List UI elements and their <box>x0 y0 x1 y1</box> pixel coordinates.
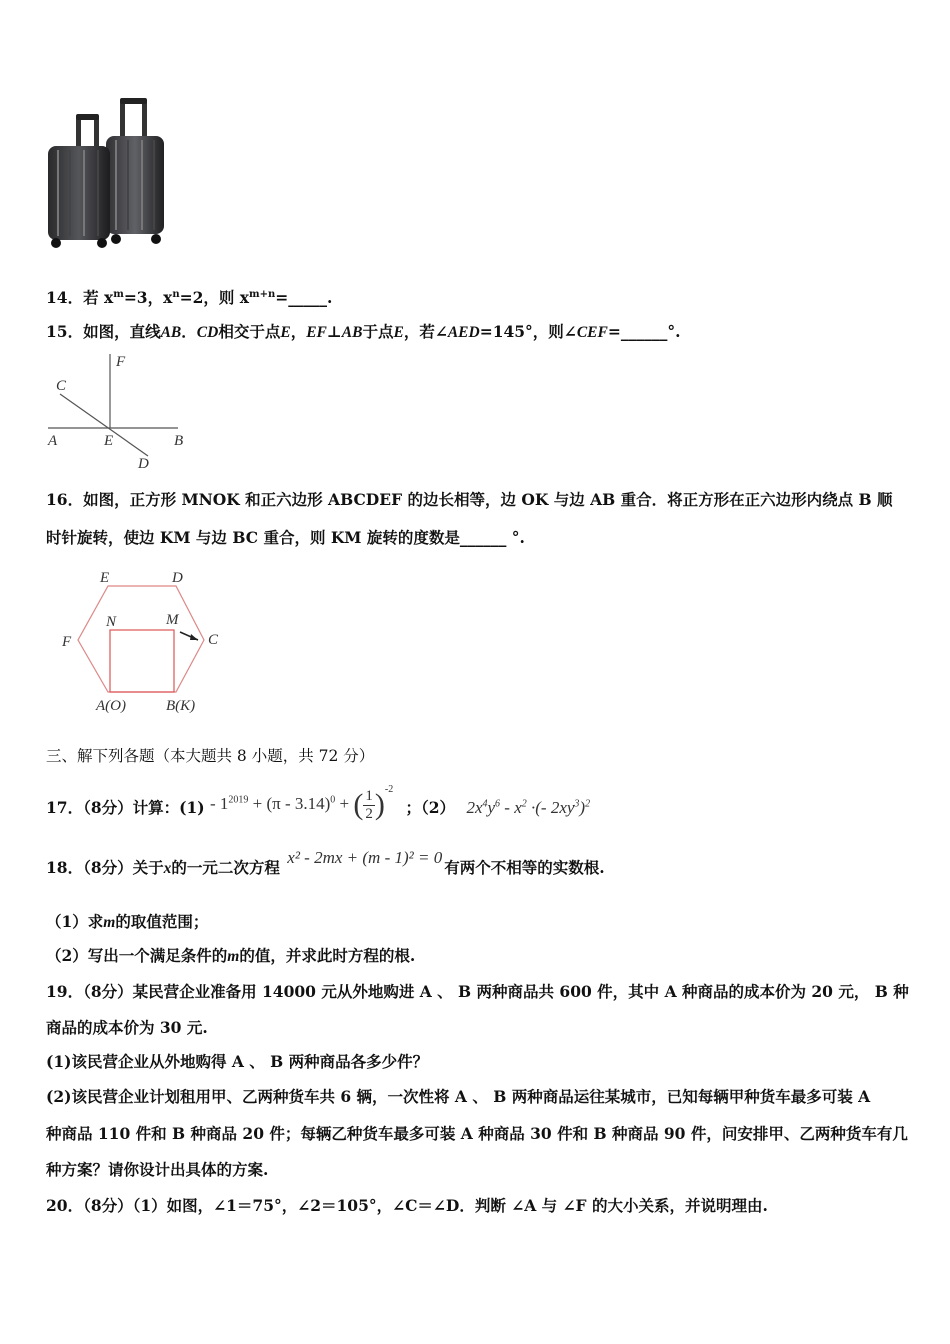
separator: ；（2） <box>405 797 456 817</box>
exponent: 2019 <box>228 794 249 806</box>
math-term: y <box>487 797 496 817</box>
exponent: 2 <box>521 798 527 810</box>
math-term: + (π - 3.14) <box>248 793 331 813</box>
variable: m <box>103 914 116 931</box>
expression-2 <box>466 798 590 817</box>
math-term: - x <box>500 797 522 817</box>
fraction <box>363 788 375 822</box>
question-19-part-2-line1: (2)该民营企业计划租用甲、乙两种货车共 6 辆，一次性将 A 、 B 两种商品运往某城市，已知每辆甲种货车最多可装 A <box>46 1087 871 1106</box>
question-18-part-1 <box>46 910 208 932</box>
exponent: m+n <box>249 288 276 300</box>
question-number: 18．（8分）关于 <box>46 858 164 877</box>
text: 相交于点 <box>218 322 281 341</box>
label-m: M <box>166 612 179 628</box>
question-19-part-2-line3: 种方案？请你设计出具体的方案. <box>46 1160 269 1179</box>
text: 的值，并求此时方程的根. <box>239 946 416 965</box>
text: =145°，则∠ <box>479 322 577 341</box>
fraction-paren: ( <box>353 788 364 821</box>
equation: x² - 2mx + (m - 1)² = 0 <box>287 848 443 867</box>
exponent: 0 <box>330 794 336 806</box>
text: ． <box>181 322 197 341</box>
line-label: EF <box>306 324 327 341</box>
variable: m <box>227 948 240 965</box>
label-e: E <box>104 433 114 449</box>
text: ，若∠ <box>403 322 448 341</box>
perp-symbol: ⊥ <box>326 322 342 341</box>
point-label: E <box>393 324 404 341</box>
question-17 <box>46 782 590 822</box>
figure-16-hexagon <box>56 566 236 718</box>
variable: x <box>163 860 172 877</box>
text: 若 x <box>83 288 114 307</box>
exponent: n <box>172 288 180 300</box>
exponent: 2 <box>585 798 591 810</box>
question-14 <box>46 286 332 308</box>
question-16-line2: 时针旋转，使边 KM 与边 BC 重合，则 KM 旋转的度数是______ °. <box>46 528 525 547</box>
question-number: 14． <box>46 288 84 307</box>
math-term: ) <box>579 797 586 817</box>
figure-15-lines <box>44 350 194 472</box>
question-number: 17．（8分）计算：(1) <box>46 797 205 817</box>
text: （1）求 <box>46 912 104 931</box>
question-18 <box>46 848 605 878</box>
math-term: 2x <box>466 797 483 817</box>
exponent: 4 <box>482 798 488 810</box>
question-19-part-1: (1)该民营企业从外地购得 A 、 B 两种商品各多少件？ <box>46 1052 429 1071</box>
label-e: E <box>100 570 110 586</box>
question-18-part-2 <box>46 944 415 966</box>
angle-label: AED <box>447 324 480 341</box>
exponent: m <box>113 288 124 300</box>
math-term: ·(- 2xy <box>526 797 575 817</box>
expression-1 <box>209 784 398 822</box>
text: =2，则 x <box>179 288 250 307</box>
math-term: - 1 <box>209 793 229 813</box>
section-heading: 三、解下列各题（本大题共 8 小题，共 72 分） <box>46 747 375 765</box>
line-label: CD <box>196 324 219 341</box>
question-20: 20．（8分）（1）如图，∠1＝75°，∠2＝105°，∠C＝∠D．判断 ∠A 与 ∠F 的大小关系，并说明理由. <box>46 1196 768 1215</box>
exponent: 3 <box>574 798 580 810</box>
label-b-k: B(K) <box>166 698 196 714</box>
question-number: 15． <box>46 322 84 341</box>
line-label: AB <box>341 324 363 341</box>
exponent: -2 <box>384 784 394 796</box>
text: 如图，直线 <box>83 322 161 341</box>
fraction-denominator: 2 <box>365 805 373 822</box>
text: =______°. <box>607 322 681 341</box>
text: =_____. <box>275 288 333 307</box>
label-d: D <box>138 456 149 472</box>
arrow-head <box>190 634 198 640</box>
angle-label: CEF <box>576 324 608 341</box>
suitcase-image <box>44 96 174 248</box>
fraction-numerator: 1 <box>365 788 373 804</box>
label-f: F <box>62 634 72 650</box>
math-term: + <box>335 793 354 813</box>
hexagon <box>78 586 204 692</box>
question-15 <box>46 320 680 342</box>
label-a-o: A(O) <box>96 698 126 714</box>
text: （2）写出一个满足条件的 <box>46 946 228 965</box>
question-19-line1: 19．（8分）某民营企业准备用 14000 元从外地购进 A 、 B 两种商品共 600 件，其中 A 种商品的成本价为 20 元， B 种 <box>46 982 909 1001</box>
text: =3，x <box>123 288 173 307</box>
text: ， <box>290 322 307 341</box>
square <box>110 630 174 692</box>
exponent: 6 <box>495 798 501 810</box>
label-c: C <box>56 378 67 394</box>
text: 的一元二次方程 <box>171 858 280 877</box>
label-a: A <box>48 433 58 449</box>
label-b: B <box>174 433 184 449</box>
question-16-line1: 16．如图，正方形 MNOK 和正六边形 ABCDEF 的边长相等，边 OK 与边 AB 重合．将正方形在正六边形内绕点 B 顺 <box>46 490 893 509</box>
label-n: N <box>106 614 117 630</box>
text: 有两个不相等的实数根. <box>444 858 605 877</box>
label-d: D <box>172 570 183 586</box>
label-f: F <box>116 354 126 370</box>
label-c: C <box>208 632 219 648</box>
text: 于点 <box>362 322 394 341</box>
text: 的取值范围； <box>115 912 209 931</box>
fraction-paren: ) <box>374 788 385 821</box>
line-label: AB <box>160 324 182 341</box>
question-19-line2: 商品的成本价为 30 元. <box>46 1018 208 1037</box>
question-19-part-2-line2: 种商品 110 件和 B 种商品 20 件；每辆乙种货车最多可装 A 种商品 30 件和 B 种商品 90 件，问安排甲、乙两种货车有几 <box>46 1124 908 1143</box>
point-label: E <box>280 324 291 341</box>
